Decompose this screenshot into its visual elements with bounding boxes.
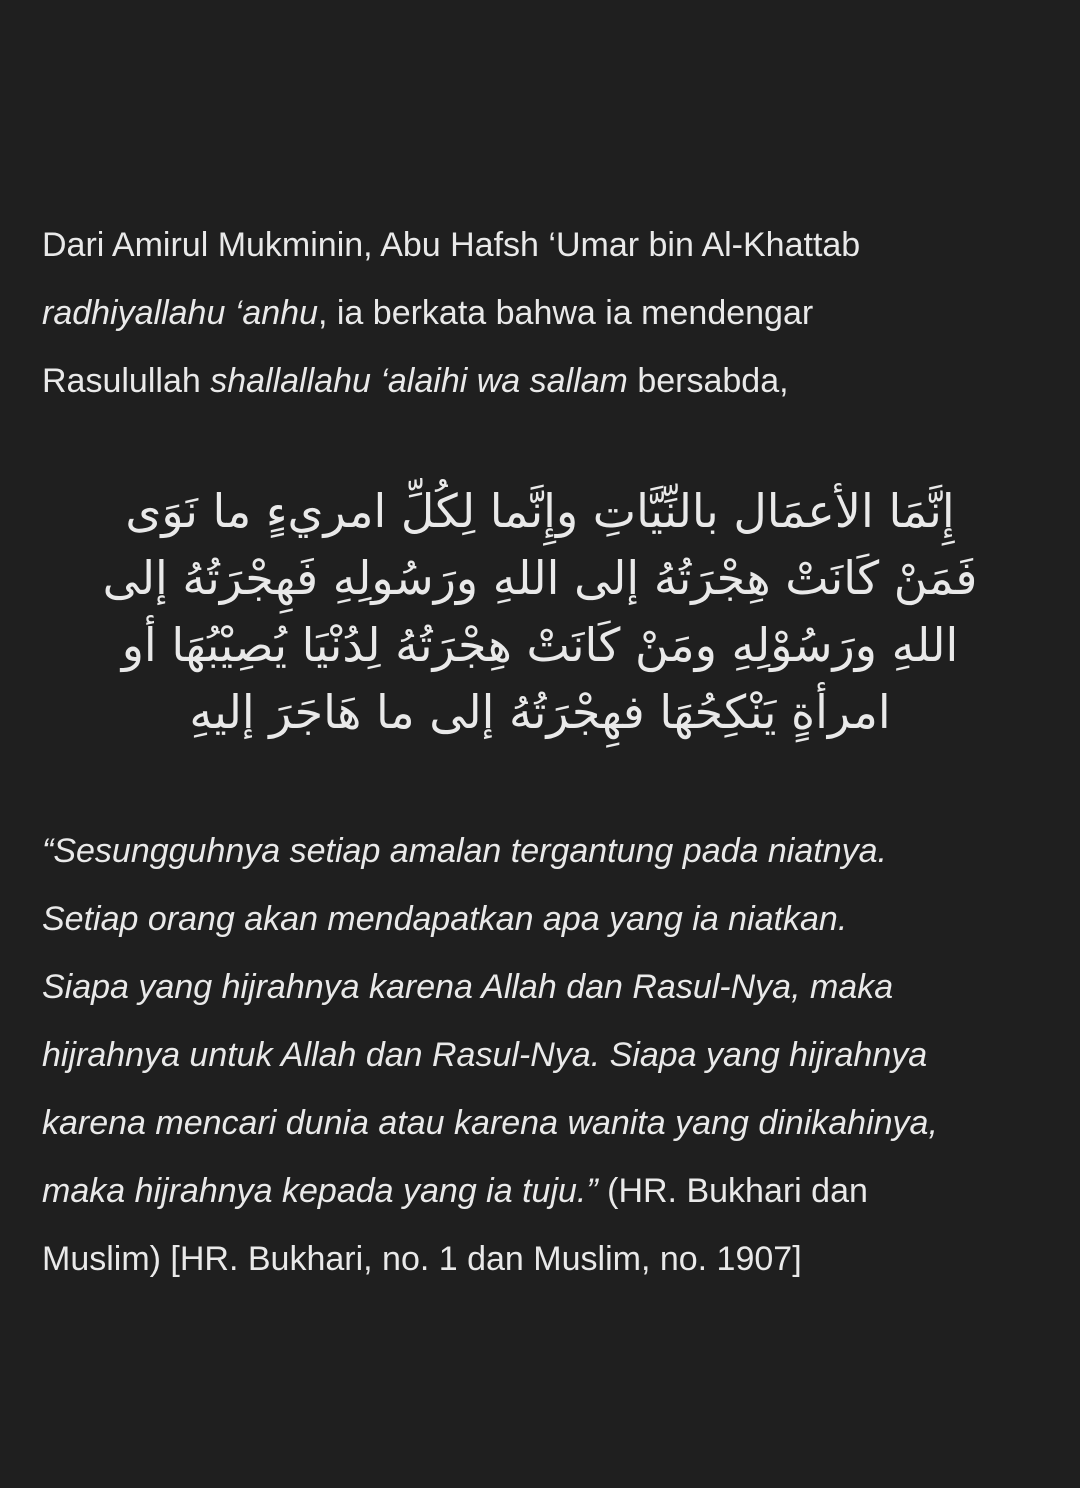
hadith-source-2: Muslim) [HR. Bukhari, no. 1 dan Muslim, no. 1907] [42, 1240, 802, 1278]
arabic-line-3: اللهِ ورَسُوْلِهِ ومَنْ كَانَتْ هِجْرَتُهُ لِدُنْيَا يُصِيْبُهَا أو [121, 618, 959, 672]
hadith-arabic-text [40, 478, 1040, 746]
intro-prophet-name: Rasulullah [42, 362, 201, 400]
translation-line-1: “Sesungguhnya setiap amalan tergantung pada niatnya. [42, 832, 887, 870]
intro-said: bersabda, [637, 362, 789, 400]
arabic-line-4: امرأةٍ يَنْكِحُهَا فهِجْرَتُهُ إلى ما هَاجَرَ إليهِ [189, 685, 891, 739]
translation-line-4: hijrahnya untuk Allah dan Rasul-Nya. Siapa yang hijrahnya [42, 1036, 928, 1074]
translation-line-5: karena mencari dunia atau karena wanita yang dinikahinya, [42, 1104, 938, 1142]
translation-line-6: maka hijrahnya kepada yang ia tuju.” [42, 1172, 598, 1210]
intro-narrator: Dari Amirul Mukminin, Abu Hafsh ‘Umar bin Al-Khattab [42, 226, 861, 264]
translation-line-2: Setiap orang akan mendapatkan apa yang ia niatkan. [42, 900, 848, 938]
hadith-source-1: (HR. Bukhari dan [607, 1172, 868, 1210]
hadith-introduction [42, 211, 1042, 415]
arabic-line-1: إِنَّمَا الأعمَال بالنِّيَّاتِ وإِنَّما لِكُلِّ امريءٍ ما نَوَى [125, 484, 955, 538]
intro-statement: , ia berkata bahwa ia mendengar [317, 294, 814, 332]
hadith-translation [42, 817, 1052, 1293]
intro-honorific-prophet: shallallahu ‘alaihi wa sallam [210, 362, 628, 400]
intro-honorific-companion: radhiyallahu ‘anhu [42, 294, 318, 332]
arabic-line-2: فَمَنْ كَانَتْ هِجْرَتُهُ إلى اللهِ ورَسُولِهِ فَهِجْرَتُهُ إلى [102, 551, 978, 605]
translation-line-3: Siapa yang hijrahnya karena Allah dan Rasul-Nya, maka [42, 968, 894, 1006]
